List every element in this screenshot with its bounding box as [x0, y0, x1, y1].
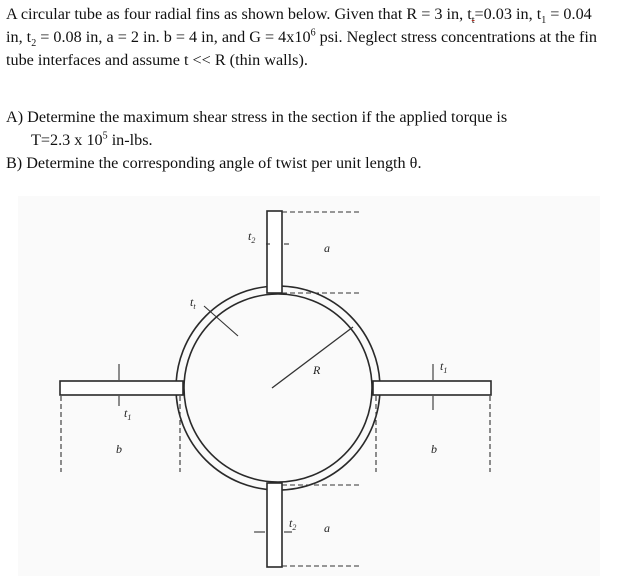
intro-sub-t: t: [471, 15, 475, 27]
fin-bottom: [267, 483, 282, 567]
intro-sub-1: 1: [541, 15, 547, 27]
part-a-line-1: A) Determine the maximum shear stress in the section if the applied torque is: [6, 108, 508, 126]
part-a-torque-pre: T=2.3 x 10: [31, 131, 103, 149]
part-b-line: B) Determine the corresponding angle of twist per unit length θ.: [6, 154, 422, 172]
label-b-right: b: [431, 442, 437, 456]
intro-text-4: = 0.08 in, a = 2 in. b = 4 in, and G = 4x10: [36, 28, 311, 46]
label-t2-bottom: $t_2$: [289, 516, 297, 532]
label-t2-top: $t_2$: [248, 229, 256, 245]
intro-sub-2: 2: [31, 38, 37, 50]
part-a-torque-sup: 5: [102, 130, 108, 142]
part-a-torque-post: in-lbs.: [107, 131, 153, 149]
label-a-bottom: a: [324, 521, 330, 535]
fin-left: [60, 381, 183, 395]
label-a-top: a: [324, 241, 330, 255]
part-a-line-2: [31, 129, 153, 152]
label-tt: $t_t$: [190, 295, 196, 311]
intro-text-2: =0.03 in, t: [474, 5, 542, 23]
intro-text-5: psi. Neglect stress concentrations at the fin tube interfaces and assume t << R (thin walls).: [6, 28, 597, 69]
label-t1-left: $t_1$: [124, 406, 132, 422]
problem-statement: [6, 3, 612, 72]
finned-tube-figure: [0, 190, 617, 577]
intro-text-3: = 0.04 in, t: [6, 5, 592, 46]
intro-sup-6: 6: [310, 27, 316, 39]
label-t1-right: $t_1$: [440, 359, 448, 375]
fin-right: [373, 381, 491, 395]
label-R: R: [313, 363, 321, 377]
label-b-left: b: [116, 442, 122, 456]
fin-top: [267, 211, 282, 293]
intro-text-1: A circular tube as four radial fins as shown below. Given that R = 3 in, t: [6, 5, 472, 23]
